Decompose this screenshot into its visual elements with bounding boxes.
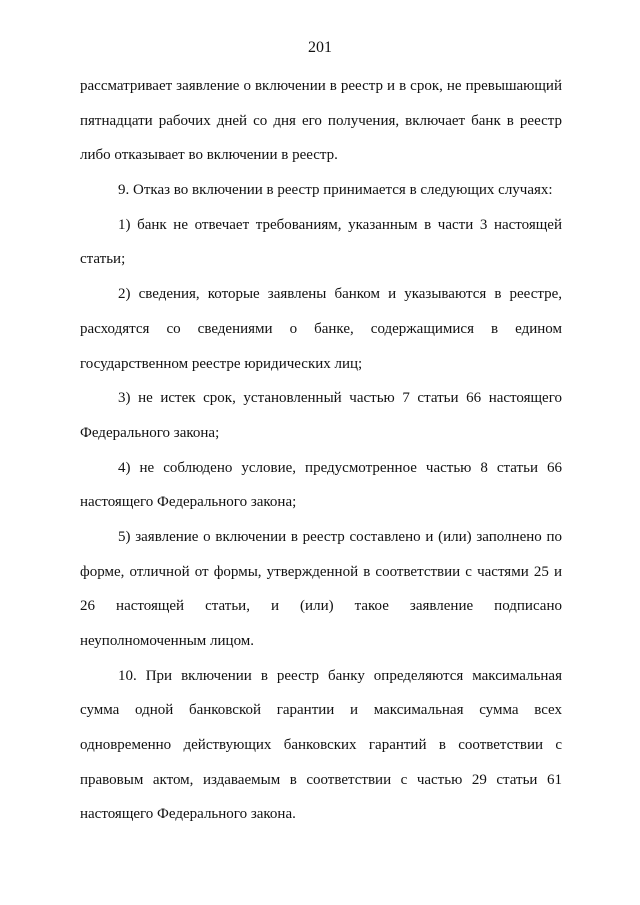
text-line: либо отказывает во включении в реестр. (80, 147, 338, 164)
text-line: неуполномоченным лицом. (80, 633, 255, 649)
text-line: 9. Отказ во включении в реестр принимается в следующих случаях: (118, 182, 553, 199)
text-line: сумма одной банковской гарантии и максимальная сумма всех (80, 702, 562, 719)
paragraph-item-4 (80, 458, 562, 527)
text-line: 10. При включении в реестр банку определяются максимальная (118, 667, 562, 684)
document-body (80, 76, 562, 839)
paragraph-item-1 (80, 215, 562, 284)
text-line: 3) не истек срок, установленный частью 7 статьи 66 настоящего (118, 390, 562, 407)
paragraph-clause-9 (80, 180, 562, 215)
text-line: расходятся со сведениями о банке, содержащимися в едином (80, 320, 562, 337)
text-line: 2) сведения, которые заявлены банком и указываются в реестре, (118, 286, 562, 303)
text-line: 4) не соблюдено условие, предусмотренное частью 8 статьи 66 (118, 459, 562, 476)
page-number: 201 (308, 39, 332, 56)
text-line: Федерального закона; (80, 424, 220, 441)
text-line: одновременно действующих банковских гарантий в соответствии с (80, 737, 562, 754)
text-line: правовым актом, издаваемым в соответствии с частью 29 статьи 61 (80, 771, 562, 788)
paragraph-continuation (80, 76, 562, 180)
text-line: рассматривает заявление о включении в реестр и в срок, не превышающий (80, 78, 562, 94)
paragraph-item-5 (80, 527, 562, 666)
text-line: пятнадцати рабочих дней со дня его получения, включает банк в реестр (80, 112, 562, 129)
text-line: настоящего Федерального закона; (80, 494, 297, 511)
text-line: форме, отличной от формы, утвержденной в соответствии с частями 25 и (80, 563, 562, 580)
paragraph-item-3 (80, 388, 562, 457)
text-line: 1) банк не отвечает требованиям, указанным в части 3 настоящей (118, 216, 562, 233)
paragraph-clause-10 (80, 666, 562, 839)
text-line: статьи; (80, 251, 126, 268)
text-line: государственном реестре юридических лиц; (80, 355, 363, 372)
text-line: 26 настоящей статьи, и (или) такое заявление подписано (80, 598, 562, 615)
text-line: 5) заявление о включении в реестр составлено и (или) заполнено по (118, 528, 562, 545)
text-line: настоящего Федерального закона. (80, 806, 296, 823)
paragraph-item-2 (80, 284, 562, 388)
